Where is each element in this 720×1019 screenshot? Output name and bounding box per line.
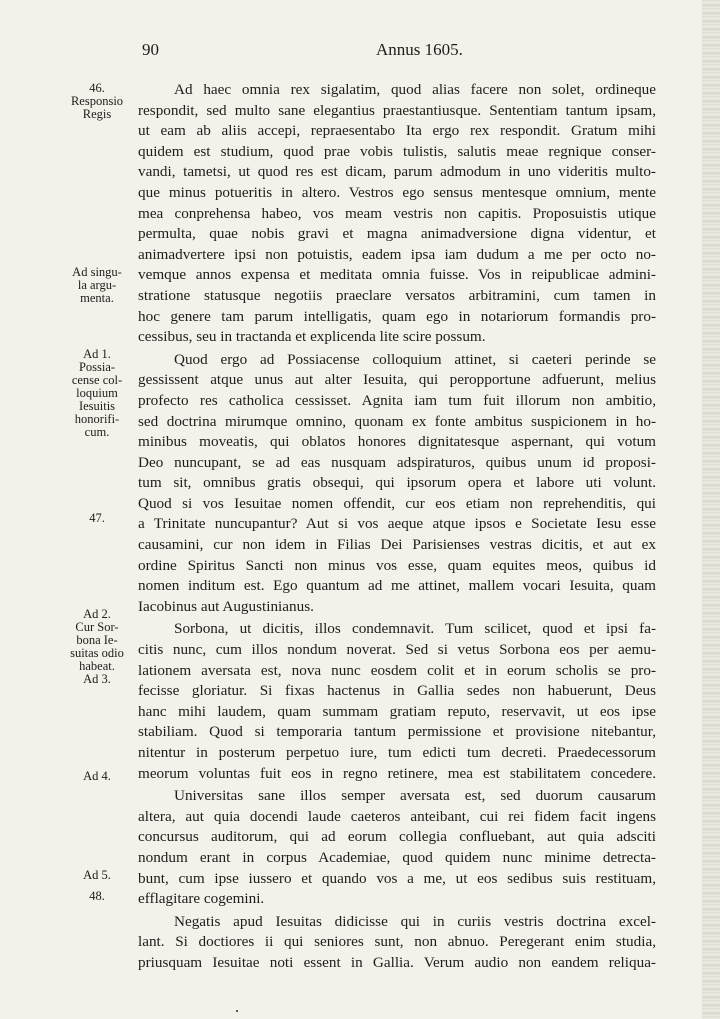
main-text xyxy=(138,80,656,974)
margin-note xyxy=(60,608,134,686)
margin-note xyxy=(60,770,134,783)
text-line: lationem aversata est, nova nunc eosdem colit et in eorum scholis se pro- xyxy=(138,661,656,679)
running-title: Annus 1605. xyxy=(376,40,463,59)
text-line: a Trinitate nuncupantur? Aut si vos aeque atque ipsos e Societate Iesu esse xyxy=(138,515,656,533)
margin-note xyxy=(60,82,134,121)
text-line: Sorbona, ut dicitis, illos condemnavit. Tum scilicet, quod et ipsi fa- xyxy=(174,620,656,638)
text-line: stratione statusque negotiis praeclare versatos arbitramini, cum tamen in xyxy=(138,286,656,304)
margin-note-line: Ad 5. xyxy=(83,868,111,882)
text-line: tum sit, omnibus gratis obsequi, qui ipsorum opera et labore uti volunt. xyxy=(138,474,656,492)
margin-note-line: Ad singu- xyxy=(72,265,122,279)
text-line: Negatis apud Iesuitas didicisse qui in curiis vestris doctrina excel- xyxy=(174,912,656,930)
text-line: cessibus, seu in tractanda et explicenda lite scire possum. xyxy=(138,328,486,346)
text-line: fecisse gloriatur. Si fixas hactenus in Gallia sedes non habuerunt, Deus xyxy=(138,682,656,700)
margin-note xyxy=(60,512,134,525)
margin-note-line: Cur Sor- xyxy=(75,620,119,634)
text-line: Universitas sane illos semper aversata est, sed duorum causarum xyxy=(174,787,656,805)
margin-note-line: Ad 1. xyxy=(83,347,111,361)
text-line: hoc genere tam parum intelligatis, quam ego in notariorum formandis pro- xyxy=(138,307,656,325)
margin-note-line: bona Ie- xyxy=(76,633,118,647)
text-line: profecto res catholica cessisset. Agnita iam tum fuit illorum non ambitio, xyxy=(138,391,656,409)
text-line: minibus moveatis, qui oblatos honores dignitatesque aspernant, qui votum xyxy=(138,433,656,451)
text-line: gessissent atque unus aut alter Iesuita, qui peropportune adfuerunt, melius xyxy=(138,371,656,389)
text-line: ut eam ab aliis accepi, repraesentabo Ita ergo rex respondit. Gratum mihi xyxy=(138,122,656,140)
margin-note-line: 46. xyxy=(89,81,105,95)
speck xyxy=(236,1010,238,1012)
margin-note-line: Ad 3. xyxy=(83,672,111,686)
margin-note xyxy=(60,348,134,439)
margin-note-line: cense col- xyxy=(71,373,123,387)
text-line: respondit, sed multo sane elegantius praestantiusque. Sententiam tantum ipsam, xyxy=(138,101,656,119)
margin-note-line: menta. xyxy=(80,291,114,305)
text-line: nomen inditum est. Ego quantum ad me attinet, mallem vocari Iesuita, quam xyxy=(138,577,656,595)
text-line: bunt, cum ipse iussero et quando vos a me, ut eos sedibus suis restituam, xyxy=(138,869,656,887)
margin-note-line: Regis xyxy=(82,107,112,121)
text-line: ordine Spiritus Sancti non minus vos esse, quam equites meos, quibus id xyxy=(138,556,656,574)
text-line: priusquam Iesuitae noti essent in Gallia. Verum audio non eandem reliqua- xyxy=(138,953,656,971)
text-line: lant. Si doctiores ii qui seniores sunt, non abnuo. Peregerant enim studia, xyxy=(138,933,656,951)
text-line: sed doctrina mirumque omnino, quonam ex fonte ambitus suspicionem in ho- xyxy=(138,412,656,430)
text-line: vemque annos expensa et meditata omnia fuisse. Vos in reipublicae admini- xyxy=(138,266,656,284)
text-line: Ad haec omnia rex sigalatim, quod alias facere non solet, ordineque xyxy=(174,81,656,98)
page-number: 90 xyxy=(142,40,159,59)
text-line: stabiliam. Quod si temporaria tantum permissione et provisione nitebantur, xyxy=(138,723,656,741)
text-line: nondum erant in corpus Academiae, quod quidem nunc minime detrecta- xyxy=(138,848,656,866)
margin-note-line: Responsio xyxy=(70,94,124,108)
text-line: nitentur in posterum perpetuo iure, tum edicti tum decreti. Praedecessorum xyxy=(138,744,656,761)
text-line: hanc mihi laudem, quam summam gratiam reputo, reservavit, ut eos ipse xyxy=(138,702,656,720)
text-line: altera, aut quia docendi laude caeteros anteibant, cui rei fidem facit ingens xyxy=(138,807,656,825)
text-line: animadvertere ipsi non potuistis, eadem ipsa iam dudum a me per octo no- xyxy=(138,245,656,263)
margin-note-line: Ad 4. xyxy=(83,769,111,783)
text-line: mea conprehensa habeo, vos meam vestris non capitis. Proposuistis utique xyxy=(138,204,656,222)
margin-note-line: honorifi- xyxy=(74,412,120,426)
margin-note-line: 48. xyxy=(89,889,105,903)
margin-note-line: habeat. xyxy=(79,659,115,673)
text-line: que minus potueritis in altero. Vestros ego sensus mentesque omnium, mente xyxy=(138,183,656,201)
margin-note-line: suitas odio xyxy=(70,646,124,660)
text-line: citis nunc, cum illos nondum noverat. Sed si vetus Sorbona eos per aemu- xyxy=(138,641,656,659)
text-line: Quod ergo ad Possiacense colloquium attinet, si caeteri perinde se xyxy=(174,350,656,368)
page-edge-shadow xyxy=(702,0,720,1019)
text-line: meorum voluntas fuit eos in regno retinere, mea est stabilitatem concedere. xyxy=(138,764,656,782)
text-line: Quod si vos Iesuitae nomen offendit, cur eos etiam non reprehenditis, qui xyxy=(138,494,656,512)
text-line: Deo nuncupant, se ad eas nusquam adspiraturos, quibus unum id proposi- xyxy=(138,453,656,471)
text-line: causamini, cur non idem in Filias Dei Parisienses vestras dicitis, et aut ex xyxy=(138,536,656,554)
text-line: quidem est studium, quod prae vobis tulistis, salutis meae regnique conser- xyxy=(138,142,656,160)
text-line: vandi, tametsi, ut quod res est dicam, parum admodum in uno videritis multo- xyxy=(138,163,656,181)
margin-note-line: 47. xyxy=(89,511,105,525)
text-line: efflagitare cogemini. xyxy=(138,890,265,908)
margin-note-line: cum. xyxy=(84,425,110,439)
margin-note-line: Ad 2. xyxy=(83,607,111,621)
text-line: Iacobinus aut Augustinianus. xyxy=(138,597,314,615)
text-line: concursus auditorum, qui ad eorum collegia confluebant, aut quia adsciti xyxy=(138,828,656,846)
margin-note-line: Possia- xyxy=(78,360,116,374)
margin-note-line: la argu- xyxy=(77,278,117,292)
text-line: permulta, quae nobis gravi et magna animadversione digna videntur, et xyxy=(138,225,656,243)
margin-note xyxy=(60,890,134,903)
margin-note xyxy=(60,266,134,305)
margin-note-line: Iesuitis xyxy=(78,399,116,413)
margin-note xyxy=(60,869,134,882)
margin-note-line: loquium xyxy=(76,386,118,400)
